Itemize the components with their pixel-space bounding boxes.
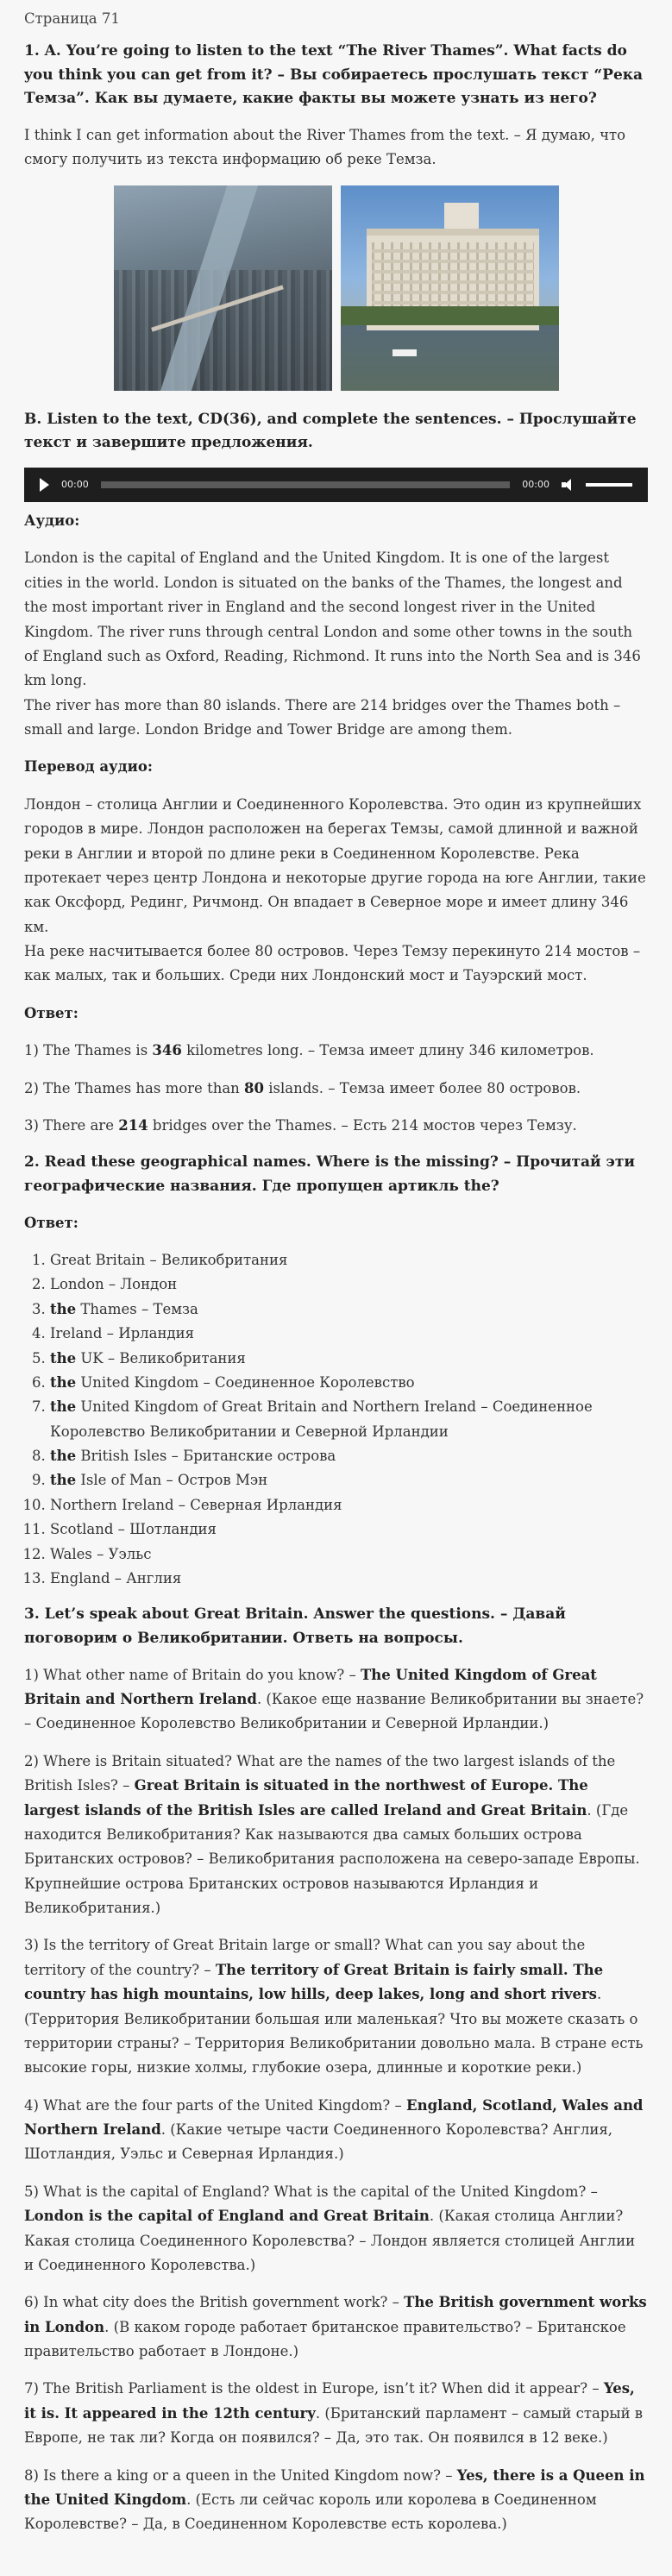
list-item: 9. the Isle of Man – Остров Мэн: [50, 1468, 648, 1492]
volume-icon[interactable]: [562, 479, 574, 491]
qa-item: 1) What other name of Britain do you know? – The United Kingdom of Great Britain and Northern Ireland. (Какое еще название Великобритании вы знаете? – Соединенное Королевство Великобритании и Северной Ирландии.): [24, 1666, 644, 1732]
audio-current-time: 00:00: [61, 478, 89, 490]
exercise-1a-answer: I think I can get information about the River Thames from the text. – Я думаю, что смогу получить из текста информацию об реке Темза.: [24, 126, 626, 168]
list-item: 6. the United Kingdom – Соединенное Королевство: [50, 1371, 648, 1395]
list-item: 13. England – Англия: [50, 1567, 648, 1591]
exercise-3-heading: 3. Let’s speak about Great Britain. Answer the questions. – Давай поговорим о Великобритании. Ответь на вопросы.: [24, 1605, 566, 1647]
audio-text-p1: London is the capital of England and the United Kingdom. It is one of the largest cities in the world. London is situated on the banks of the Thames, the longest and the most important river in England and the second longest river in the United Kingdom. The river runs through central London and some other towns in the south of England such as Oxford, Reading, Richmond. It runs into the North Sea and is 346 km long.: [24, 550, 641, 689]
audio-progress-bar[interactable]: [101, 481, 511, 488]
qa-item: 8) Is there a king or a queen in the United Kingdom now? – Yes, there is a Queen in the United Kingdom. (Есть ли сейчас король или королева в Соединенном Королевстве? – Да, в Соединенном Королевстве есть королева.): [24, 2466, 645, 2533]
photo-row: [24, 185, 648, 391]
translation-text-p1: Лондон – столица Англии и Соединенного Королевства. Это один из крупнейших городов в мире. Лондон расположен на берегах Темзы, самой длинной и важной реки в Англии и второй по длине реки в Соединенном Королевстве. Река протекает через центр Лондона и некоторые другие города на юге Англии, такие как Оксфорд, Рединг, Ричмонд. Он впадает в Северное море и имеет длину 346 км.: [24, 795, 646, 935]
answer-label-2: Ответ:: [24, 1214, 79, 1231]
geographical-names-list: [24, 1248, 648, 1591]
qa-item: 2) Where is Britain situated? What are the names of the two largest islands of the British Isles? – Great Britain is situated in the northwest of Europe. The largest islands of the British Isles are called Ireland and Great Britain. (Где находится Великобритания? Как называются два самых больших острова Британских островов? – Великобритания расположена на северо-западе Европы. Крупнейшие острова Британских островов называются Ирландия и Великобритания.): [24, 1752, 640, 1917]
thames-aerial-photo: [114, 185, 332, 391]
list-item: 4. Ireland – Ирландия: [50, 1322, 648, 1346]
audio-text-p2: The river has more than 80 islands. There are 214 bridges over the Thames both – small and large. London Bridge and Tower Bridge are among them.: [24, 696, 621, 738]
audio-total-time: 00:00: [522, 478, 550, 490]
translation-text-p2: На реке насчитывается более 80 островов. Через Темзу перекинуто 214 мостов – как малых, так и больших. Среди них Лондонский мост и Тауэрский мост.: [24, 943, 641, 984]
list-item: 2. London – Лондон: [50, 1272, 648, 1297]
list-item: 3. the Thames – Темза: [50, 1297, 648, 1322]
volume-slider[interactable]: [586, 483, 632, 487]
exercise-1a-heading: 1. A. You’re going to listen to the text “The River Thames”. What facts do you think you can get from it? – Вы собираетесь прослушать текст “Река Темза”. Как вы думаете, какие факты вы можете узнать из него?: [24, 42, 644, 107]
qa-item: 7) The British Parliament is the oldest in Europe, isn’t it? When did it appear? – Yes, it is. It appeared in the 12th century. (Британский парламент – самый старый в Европе, не так ли? Когда он появился? – Да, это так. Он появился в 12 веке.): [24, 2380, 644, 2447]
answer-1-3: 3) There are 214 bridges over the Thames. – Есть 214 мостов через Темзу.: [24, 1116, 577, 1134]
list-item: 1. Great Britain – Великобритания: [50, 1248, 648, 1272]
qa-item: 4) What are the four parts of the United Kingdom? – England, Scotland, Wales and Northern Ireland. (Какие четыре части Соединенного Королевства? Англия, Шотландия, Уэльс и Северная Ирландия.): [24, 2096, 644, 2163]
translation-label: Перевод аудио:: [24, 758, 153, 776]
thames-embankment-photo: [341, 185, 559, 391]
exercise-2-heading: 2. Read these geographical names. Where is the missing? – Прочитай эти географические названия. Где пропущен артикль the?: [24, 1153, 636, 1195]
qa-item: 3) Is the territory of Great Britain large or small? What can you say about the territory of the country? – The territory of Great Britain is fairly small. The country has high mountains, low hills, deep lakes, long and short rivers. (Территория Великобритании большая или маленькая? Что вы можете сказать о территории страны? – Территория Великобритании довольно мала. В стране есть высокие горы, низкие холмы, глубокие озера, длинные и короткие реки.): [24, 1937, 644, 2077]
audio-player: [24, 468, 648, 502]
answer-1-1: 1) The Thames is 346 kilometres long. – Темза имеет длину 346 километров.: [24, 1042, 594, 1059]
list-item: 12. Wales – Уэльс: [50, 1542, 648, 1567]
qa-item: 6) In what city does the British government work? – The British government works in London. (В каком городе работает британское правительство? – Британское правительство работает в Лондоне.): [24, 2294, 647, 2360]
page-label: Страница 71: [24, 10, 120, 27]
play-icon[interactable]: [40, 478, 49, 492]
list-item: 11. Scotland – Шотландия: [50, 1517, 648, 1542]
list-item: 5. the UK – Великобритания: [50, 1347, 648, 1371]
qa-item: 5) What is the capital of England? What is the capital of the United Kingdom? – London is the capital of England and Great Britain. (Какая столица Англии? Какая столица Соединенного Королевства? – Лондон является столицей Англии и Соединенного Королевства.): [24, 2183, 636, 2273]
exercise-1b-heading: B. Listen to the text, CD(36), and complete the sentences. – Прослушайте текст и завершите предложения.: [24, 410, 637, 451]
answer-label-1: Ответ:: [24, 1004, 79, 1021]
list-item: 7. the United Kingdom of Great Britain and Northern Ireland – Соединенное Королевство Великобритании и Северной Ирландии: [50, 1395, 648, 1444]
list-item: 8. the British Isles – Британские острова: [50, 1444, 648, 1468]
list-item: 10. Northern Ireland – Северная Ирландия: [50, 1493, 648, 1517]
answer-1-2: 2) The Thames has more than 80 islands. – Темза имеет более 80 островов.: [24, 1079, 581, 1096]
audio-label: Аудио:: [24, 512, 80, 530]
